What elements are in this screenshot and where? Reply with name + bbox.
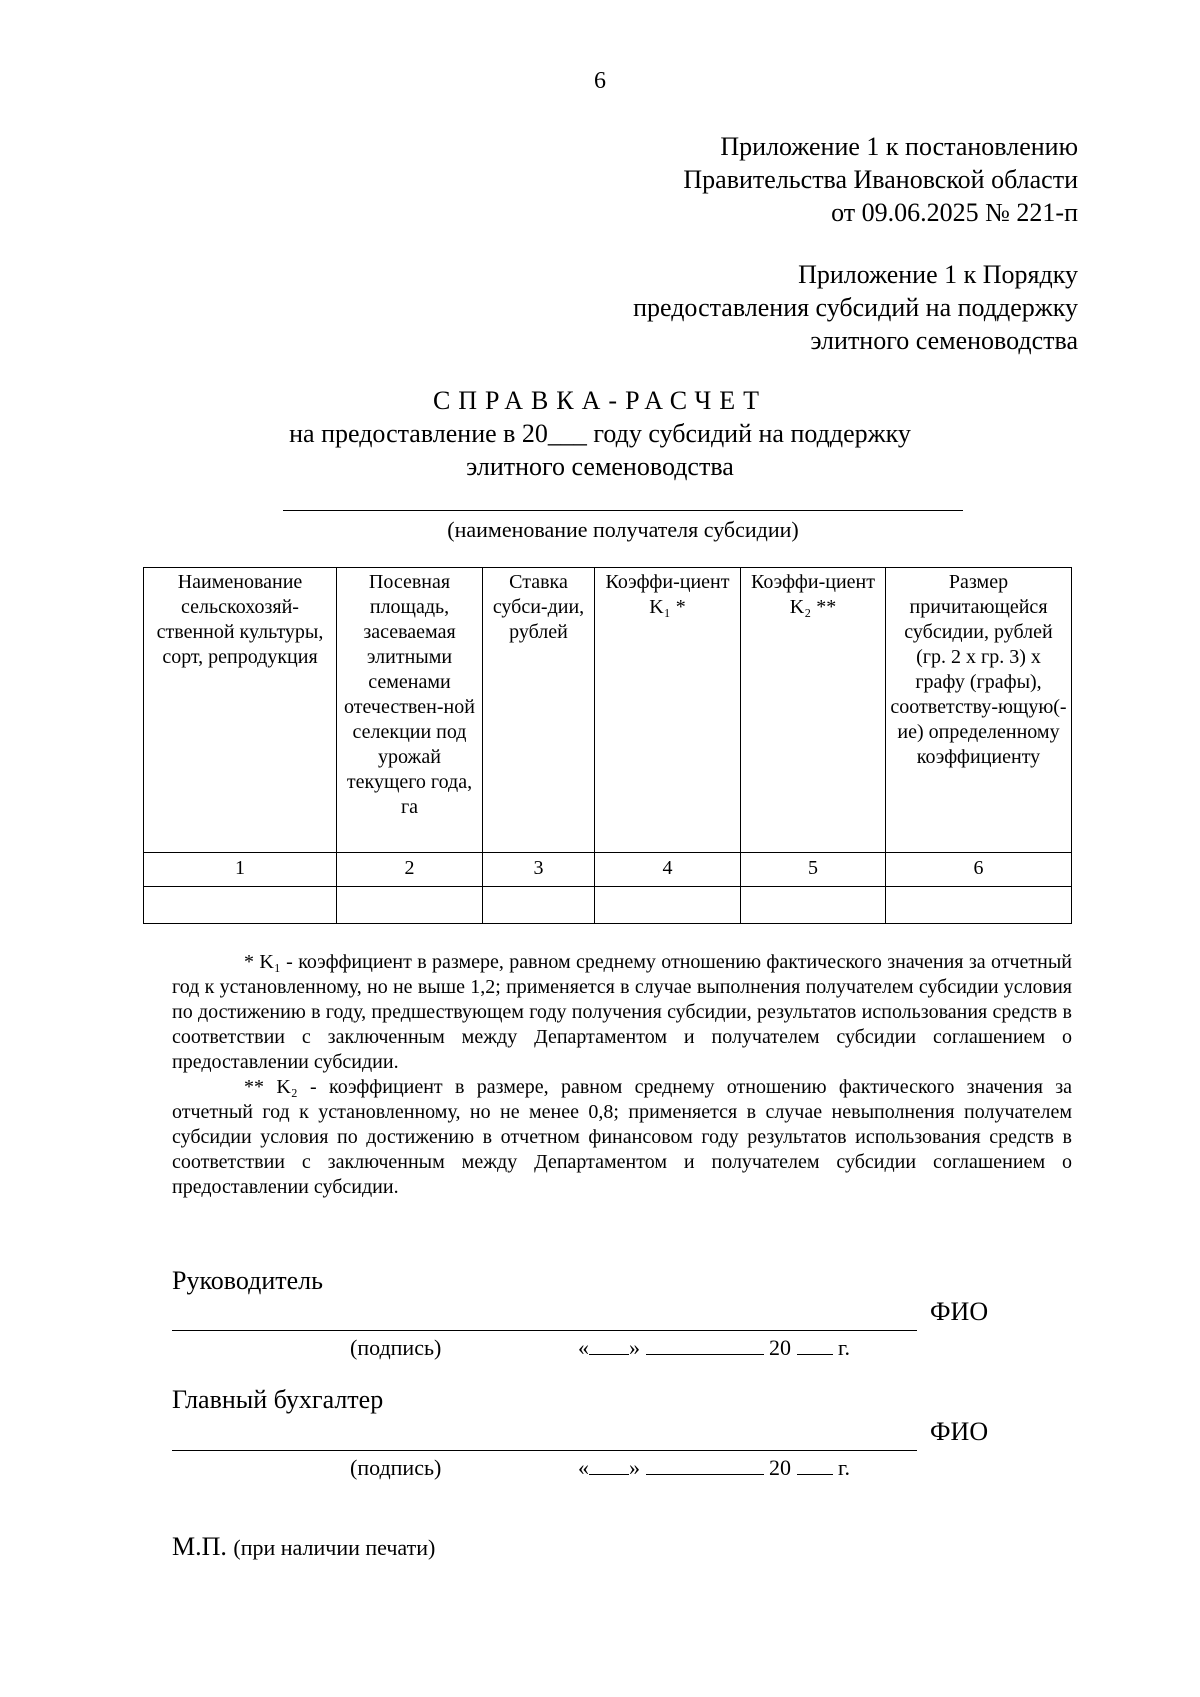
appendix-resolution-line: Правительства Ивановской области: [683, 165, 1078, 194]
month-blank[interactable]: [646, 1336, 764, 1355]
footnotes: [172, 950, 1072, 1200]
document-title: [0, 384, 1200, 483]
page-number: 6: [594, 68, 606, 94]
year-blank[interactable]: [797, 1456, 833, 1475]
footnote-k1: * K₁ - коэффициент в размере, равном среднему отношению фактического значения за отчетный год к установленному, но не выше 1,2; применяется в случае выполнения получателем субсидии условия по достижению в году, предшествующем году получения субсидии, результатов использования средств в соответствии с заключенным между Департаментом и получателем субсидии соглашением о предоставлении субсидии.: [172, 951, 1072, 1073]
appendix-resolution: [683, 130, 1078, 229]
column-number: 5: [741, 853, 886, 887]
title-main: СПРАВКА-РАСЧЕТ: [432, 386, 768, 415]
accountant-date: [578, 1455, 850, 1481]
appendix-order-line: предоставления субсидий на поддержку: [633, 293, 1078, 322]
table-cell[interactable]: [886, 887, 1072, 924]
table-cell[interactable]: [337, 887, 483, 924]
footnote-k2: ** K₂ - коэффициент в размере, равном среднему отношению фактического значения за отчетный год к установленному, но не менее 0,8; применяется в случае невыполнения получателем субсидии условия по достижению в отчетном финансовом году результатов использования средств в соответствии с заключенным между Департаментом и получателем субсидии соглашением о предоставлении субсидии.: [172, 1076, 1072, 1198]
table-cell[interactable]: [595, 887, 741, 924]
date-year: 20: [769, 1335, 791, 1360]
year-blank[interactable]: [797, 1336, 833, 1355]
table-column-numbers-row: [144, 853, 1072, 887]
accountant-signature-line[interactable]: [172, 1450, 917, 1451]
day-blank[interactable]: [589, 1456, 629, 1475]
head-signature-line[interactable]: [172, 1330, 917, 1331]
appendix-order-line: Приложение 1 к Порядку: [798, 260, 1078, 289]
recipient-name-line[interactable]: [283, 510, 963, 511]
day-blank[interactable]: [589, 1336, 629, 1355]
appendix-order-line: элитного семеноводства: [810, 326, 1078, 355]
head-signature-caption: (подпись): [350, 1335, 442, 1360]
table-cell[interactable]: [144, 887, 337, 924]
appendix-resolution-line: Приложение 1 к постановлению: [720, 132, 1078, 161]
accountant-fio: ФИО: [930, 1417, 989, 1446]
date-close-quote: »: [629, 1455, 640, 1480]
table-header-cell: Посевная площадь, засеваемая элитными семенами отечествен-ной селекции под урожай текущего года, га: [337, 568, 483, 853]
stamp-note: (при наличии печати): [233, 1535, 436, 1560]
stamp-place: [172, 1532, 435, 1562]
date-close-quote: »: [629, 1335, 640, 1360]
title-line: элитного семеноводства: [466, 452, 734, 481]
table-header-cell: Ставка субси-дии, рублей: [483, 568, 595, 853]
date-suffix: г.: [838, 1335, 851, 1360]
stamp-label: М.П.: [172, 1532, 227, 1561]
column-number: 2: [337, 853, 483, 887]
table-row: [144, 887, 1072, 924]
column-number: 3: [483, 853, 595, 887]
table-header-cell: Коэффи-циент K₂ **: [741, 568, 886, 853]
month-blank[interactable]: [646, 1456, 764, 1475]
title-line: на предоставление в 20___ году субсидий на поддержку: [289, 419, 911, 448]
date-suffix: г.: [838, 1455, 851, 1480]
recipient-caption: (наименование получателя субсидии): [447, 517, 799, 542]
column-number: 4: [595, 853, 741, 887]
column-number: 1: [144, 853, 337, 887]
table-cell[interactable]: [741, 887, 886, 924]
appendix-resolution-line: от 09.06.2025 № 221-п: [831, 198, 1078, 227]
head-label: Руководитель: [172, 1266, 323, 1295]
column-number: 6: [886, 853, 1072, 887]
head-fio: ФИО: [930, 1297, 989, 1326]
table-header-cell: Наименование сельскохозяй-ственной культуры, сорт, репродукция: [144, 568, 337, 853]
appendix-order: [633, 258, 1078, 357]
calculation-table: [143, 567, 1072, 924]
table-header-cell: Коэффи-циент K₁ *: [595, 568, 741, 853]
date-open-quote: «: [578, 1335, 589, 1360]
head-date: [578, 1335, 850, 1361]
accountant-signature-caption: (подпись): [350, 1455, 442, 1480]
table-header-row: [144, 568, 1072, 853]
date-open-quote: «: [578, 1455, 589, 1480]
table-cell[interactable]: [483, 887, 595, 924]
table-header-cell: Размер причитающейся субсидии, рублей (гр. 2 х гр. 3) х графу (графы), соответству-ющую(-ие) определенному коэффициенту: [886, 568, 1072, 853]
date-year: 20: [769, 1455, 791, 1480]
accountant-label: Главный бухгалтер: [172, 1385, 384, 1414]
